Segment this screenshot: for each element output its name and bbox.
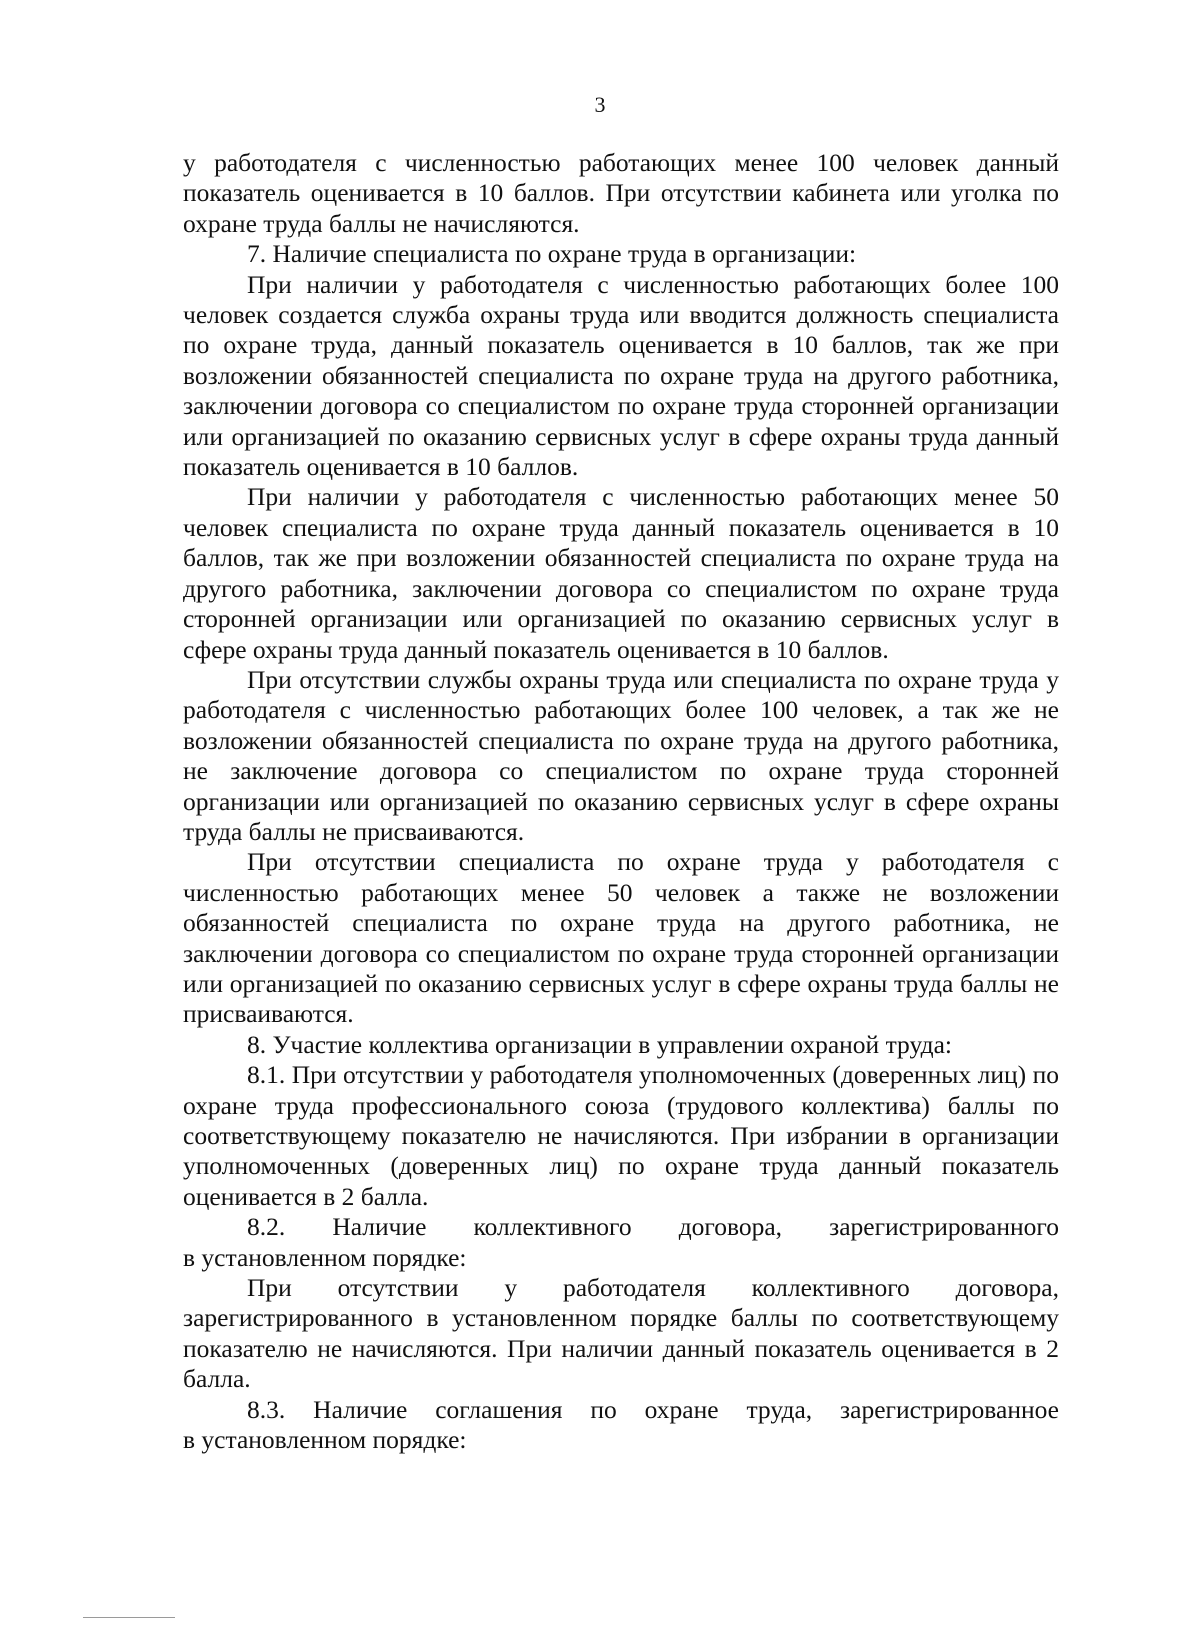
paragraph-8-2-heading-continued: в установленном порядке: [183, 1242, 467, 1272]
section-8-heading: 8. Участие коллектива организации в управлении охраной труда: [247, 1029, 952, 1059]
paragraph-8-3-heading-continued: в установленном порядке: [183, 1425, 467, 1455]
paragraph-8-1: 8.1. При отсутствии у работодателя уполномоченных (доверенных лиц) по охране труда профессионального союза (трудового коллектива) баллы по соответствующему показателю не начисляются. При избрании в организации уполномоченных (доверенных лиц) по охране труда данный показатель оценивается в 2 балла. [183, 1060, 1059, 1211]
paragraph-7-2: При наличии у работодателя с численностью работающих менее 50 человек специалиста по охране труда данный показатель оценивается в 10 баллов, так же при возложении обязанностей специалиста по охране труда на другого работника, заключении договора со специалистом по охране труда сторонней организации или организацией по оказанию сервисных услуг в сфере охраны труда данный показатель оценивается в 10 баллов. [183, 482, 1059, 664]
paragraph-intro: у работодателя с численностью работающих менее 100 человек данный показатель оценивается в 10 баллов. При отсутствии кабинета или уголка по охране труда баллы не начисляются. [183, 148, 1059, 238]
document-body [183, 148, 1059, 1455]
page-number: 3 [594, 92, 606, 117]
scan-edge-mark [83, 1617, 175, 1618]
section-7-heading: 7. Наличие специалиста по охране труда в организации: [247, 239, 857, 269]
paragraph-7-1: При наличии у работодателя с численностью работающих более 100 человек создается служба охраны труда или вводится должность специалиста по охране труда, данный показатель оценивается в 10 баллов, так же при возложении обязанностей специалиста по охране труда на другого работника, заключении договора со специалистом по охране труда сторонней организации или организацией по оказанию сервисных услуг в сфере охраны труда данный показатель оценивается в 10 баллов. [183, 269, 1059, 482]
paragraph-8-3-heading: 8.3. Наличие соглашения по охране труда, зарегистрированное [247, 1394, 1059, 1424]
paragraph-7-3: При отсутствии службы охраны труда или специалиста по охране труда у работодателя с численностью работающих более 100 человек, а так же не возложении обязанностей специалиста по охране труда на другого работника, не заключение договора со специалистом по охране труда сторонней организации или организацией по оказанию сервисных услуг в сфере охраны труда баллы не присваиваются. [183, 664, 1059, 846]
paragraph-7-4: При отсутствии специалиста по охране труда у работодателя с численностью работающих менее 50 человек а также не возложении обязанностей специалиста по охране труда на другого работника, не заключении договора со специалистом по охране труда сторонней организации или организацией по оказанию сервисных услуг в сфере охраны труда баллы не присваиваются. [183, 847, 1059, 1029]
paragraph-8-2-heading: 8.2. Наличие коллективного договора, зарегистрированного [247, 1212, 1059, 1242]
paragraph-8-2-body: При отсутствии у работодателя коллективного договора, зарегистрированного в установленном порядке баллы по соответствующему показателю не начисляются. При наличии данный показатель оценивается в 2 балла. [183, 1273, 1059, 1394]
